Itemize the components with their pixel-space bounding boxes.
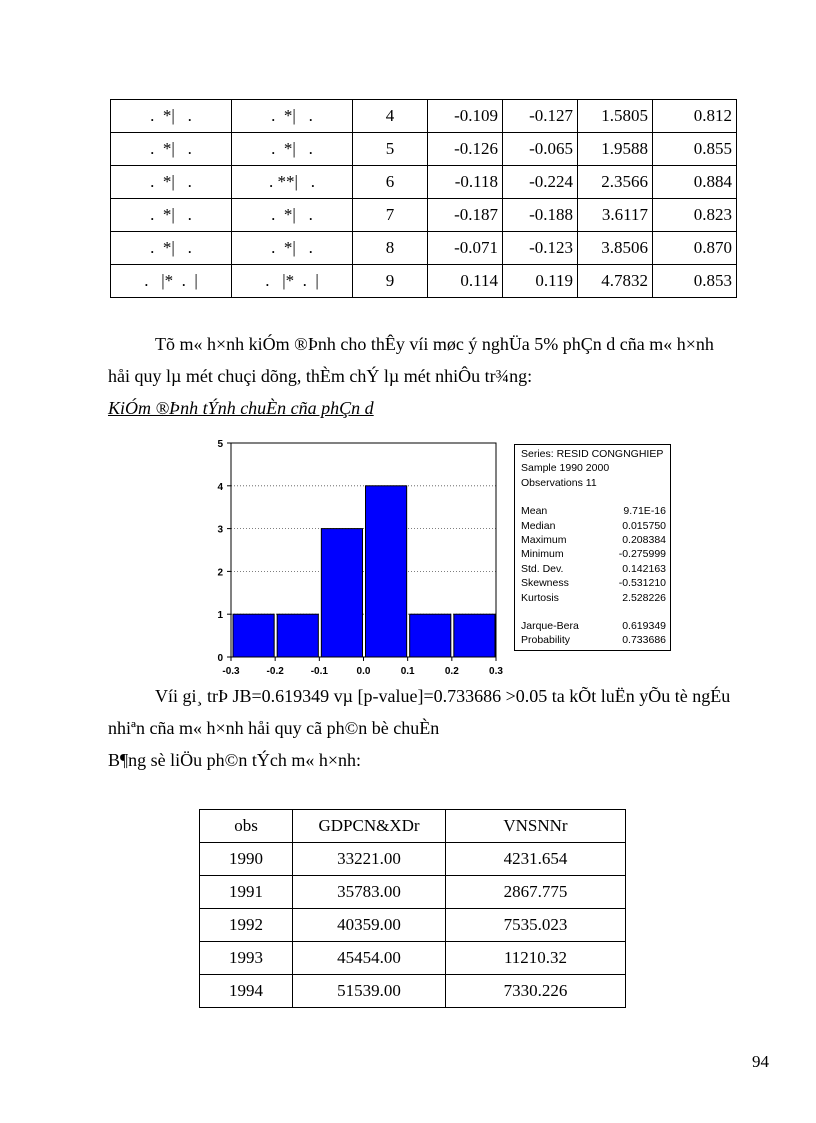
paragraph-conclusion-line-2: håi quy lµ mét chuçi dõng, thÈm chÝ lµ mét nhiÔu tr¾ng: [108, 366, 533, 386]
correlogram-cell-pac: . *| . [232, 100, 353, 133]
table-row [200, 909, 626, 942]
data-cell: 1992 [200, 909, 293, 942]
column-header-vnsnn: VNSNNr [446, 810, 626, 843]
x-tick-label: -0.3 [222, 666, 240, 677]
stats-label: Std. Dev. [521, 562, 564, 575]
table-row [111, 199, 737, 232]
stats-header-line: Sample 1990 2000 [521, 462, 610, 475]
table-row [200, 942, 626, 975]
correlogram-cell-ac-val: -0.071 [428, 232, 503, 265]
stats-value: 0.733686 [622, 634, 666, 647]
y-tick-label: 4 [217, 481, 223, 493]
data-cell: 1993 [200, 942, 293, 975]
column-header-obs: obs [200, 810, 293, 843]
correlogram-cell-pac: . *| . [232, 232, 353, 265]
stats-value: 0.142163 [622, 562, 666, 575]
table-row [111, 166, 737, 199]
page-number: 94 [752, 1052, 769, 1071]
paragraph-table-caption: B¶ng sè liÖu ph©n tÝch m« h×nh: [108, 750, 361, 770]
stats-label: Jarque-Bera [521, 620, 579, 633]
data-cell: 35783.00 [293, 876, 446, 909]
data-cell: 1994 [200, 975, 293, 1008]
data-cell: 51539.00 [293, 975, 446, 1008]
correlogram-cell-pac: . **| . [232, 166, 353, 199]
data-cell: 7535.023 [446, 909, 626, 942]
correlogram-cell-ac-val: -0.187 [428, 199, 503, 232]
data-cell: 2867.775 [446, 876, 626, 909]
stats-row [521, 591, 666, 605]
correlogram-cell-prob: 0.884 [653, 166, 737, 199]
histogram-bar [454, 614, 495, 657]
correlogram-cell-prob: 0.853 [653, 265, 737, 298]
stats-label: Median [521, 519, 556, 532]
correlogram-cell-q: 4.7832 [578, 265, 653, 298]
section-heading: KiÓm ®Þnh tÝnh chuÈn cña phÇn d [108, 398, 374, 418]
correlogram-cell-lag: 6 [353, 166, 428, 199]
table-row [200, 876, 626, 909]
correlogram-cell-pac-val: -0.127 [503, 100, 578, 133]
table-row [111, 100, 737, 133]
histogram-bar [277, 614, 318, 657]
stats-row [521, 504, 666, 518]
correlogram-cell-pac: . |* . | [232, 265, 353, 298]
x-tick-label: 0.2 [444, 666, 459, 677]
stats-value: -0.531210 [618, 577, 666, 590]
stats-label: Probability [521, 634, 571, 647]
y-tick-label: 0 [217, 653, 223, 664]
correlogram-cell-pac-val: -0.065 [503, 133, 578, 166]
correlogram-cell-prob: 0.855 [653, 133, 737, 166]
stats-row [521, 619, 666, 633]
stats-row [521, 547, 666, 561]
correlogram-cell-lag: 7 [353, 199, 428, 232]
histogram-chart [205, 437, 505, 677]
data-table [199, 809, 626, 1008]
correlogram-cell-ac-val: -0.109 [428, 100, 503, 133]
correlogram-cell-pac-val: -0.188 [503, 199, 578, 232]
correlogram-cell-ac: . *| . [111, 100, 232, 133]
correlogram-cell-q: 3.8506 [578, 232, 653, 265]
stats-row [521, 576, 666, 590]
stats-value: 2.528226 [622, 591, 666, 604]
correlogram-cell-lag: 4 [353, 100, 428, 133]
correlogram-cell-ac: . *| . [111, 133, 232, 166]
correlogram-cell-q: 3.6117 [578, 199, 653, 232]
stats-header-line: Observations 11 [521, 476, 597, 489]
correlogram-cell-pac-val: -0.224 [503, 166, 578, 199]
column-header-gdpcn: GDPCN&XDr [293, 810, 446, 843]
x-tick-label: 0.1 [400, 666, 415, 677]
y-tick-label: 2 [217, 567, 223, 579]
stats-value: -0.275999 [618, 548, 666, 561]
table-row [200, 843, 626, 876]
data-cell: 33221.00 [293, 843, 446, 876]
paragraph-conclusion-line-1: Tõ m« h×nh kiÓm ®Þnh cho thÊy víi møc ý nghÜa 5% phÇn d cña m« h×nh [155, 334, 714, 354]
histogram-bar [233, 614, 274, 657]
correlogram-table [110, 99, 737, 298]
correlogram-cell-ac: . |* . | [111, 265, 232, 298]
correlogram-cell-pac: . *| . [232, 133, 353, 166]
stats-row [521, 533, 666, 547]
correlogram-cell-lag: 5 [353, 133, 428, 166]
correlogram-cell-prob: 0.812 [653, 100, 737, 133]
correlogram-cell-q: 2.3566 [578, 166, 653, 199]
stats-label: Minimum [521, 548, 564, 561]
x-tick-label: 0.0 [356, 666, 371, 677]
stats-row [521, 519, 666, 533]
correlogram-cell-prob: 0.870 [653, 232, 737, 265]
correlogram-cell-ac: . *| . [111, 166, 232, 199]
table-row [111, 232, 737, 265]
x-tick-label: 0.3 [489, 666, 503, 677]
stats-label: Skewness [521, 577, 569, 590]
correlogram-cell-ac: . *| . [111, 199, 232, 232]
correlogram-cell-ac-val: 0.114 [428, 265, 503, 298]
paragraph-jb-line-1: Víi gi¸ trÞ JB=0.619349 vµ [p-value]=0.733686 >0.05 ta kÕt luËn yÕu tè ngÉu [155, 686, 731, 706]
correlogram-cell-pac-val: 0.119 [503, 265, 578, 298]
correlogram-cell-q: 1.9588 [578, 133, 653, 166]
stats-row [521, 633, 666, 647]
correlogram-cell-prob: 0.823 [653, 199, 737, 232]
table-row [200, 975, 626, 1008]
data-cell: 1991 [200, 876, 293, 909]
correlogram-cell-lag: 9 [353, 265, 428, 298]
y-tick-label: 3 [217, 524, 223, 536]
histogram-bar [321, 529, 362, 657]
x-tick-label: -0.2 [266, 666, 284, 677]
correlogram-cell-ac-val: -0.126 [428, 133, 503, 166]
data-cell: 45454.00 [293, 942, 446, 975]
stats-label: Kurtosis [521, 591, 559, 604]
stats-header-line: Series: RESID CONGNGHIEP [521, 448, 664, 460]
data-cell: 4231.654 [446, 843, 626, 876]
data-cell: 40359.00 [293, 909, 446, 942]
correlogram-cell-ac: . *| . [111, 232, 232, 265]
correlogram-cell-pac-val: -0.123 [503, 232, 578, 265]
stats-label: Maximum [521, 534, 567, 547]
data-cell: 7330.226 [446, 975, 626, 1008]
descriptive-stats-box [514, 444, 671, 651]
stats-label: Mean [521, 505, 548, 518]
histogram-bar [410, 614, 451, 657]
stats-value: 0.015750 [622, 519, 666, 532]
correlogram-cell-lag: 8 [353, 232, 428, 265]
correlogram-cell-ac-val: -0.118 [428, 166, 503, 199]
stats-value: 0.208384 [622, 534, 666, 547]
y-tick-label: 1 [217, 610, 223, 622]
stats-value: 0.619349 [622, 620, 666, 633]
histogram-bar [366, 486, 407, 657]
y-tick-label: 5 [217, 439, 223, 450]
stats-row [521, 562, 666, 576]
data-cell: 1990 [200, 843, 293, 876]
paragraph-jb-line-2: nhiªn cña m« h×nh håi quy cã ph©n bè chuÈn [108, 718, 440, 738]
correlogram-cell-q: 1.5805 [578, 100, 653, 133]
x-tick-label: -0.1 [310, 666, 328, 677]
table-row [111, 265, 737, 298]
data-cell: 11210.32 [446, 942, 626, 975]
correlogram-cell-pac: . *| . [232, 199, 353, 232]
table-row [111, 133, 737, 166]
stats-value: 9.71E-16 [623, 505, 666, 518]
table-header-row [200, 810, 626, 843]
